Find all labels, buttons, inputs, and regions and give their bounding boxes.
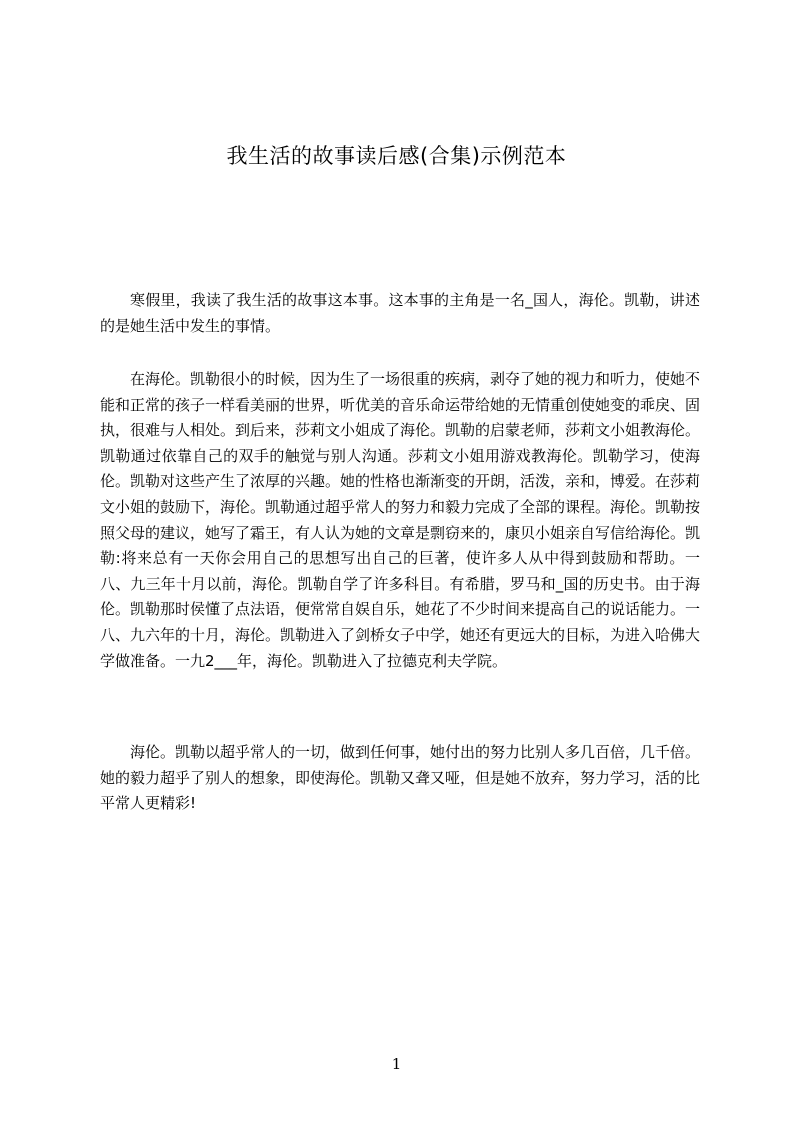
paragraph: 在海伦。凯勒很小的时候，因为生了一场很重的疾病，剥夺了她的视力和听力，使她不能和正常的孩子一样看美丽的世界，听优美的音乐命运带给她的无情重创使她变的乖戾、固执，很难与人相处。到后来，莎莉文小姐成了海伦。凯勒的启蒙老师，莎莉文小姐教海伦。凯勒通过依靠自己的双手的触觉与别人沟通。莎莉文小姐用游戏教海伦。凯勒学习，使海伦。凯勒对这些产生了浓厚的兴趣。她的性格也渐渐变的开朗，活泼，亲和，博爱。在莎莉文小姐的鼓励下，海伦。凯勒通过超乎常人的努力和毅力完成了全部的课程。海伦。凯勒按照父母的建议，她写了霜王，有人认为她的文章是剽窃来的，康贝小姐亲自写信给海伦。凯勒:将来总有一天你会用自己的思想写出自己的巨著，使许多人从中得到鼓励和帮助。一八、九三年十月以前，海伦。凯勒自学了许多科目。有希腊，罗马和_国的历史书。由于海伦。凯勒那时侯懂了点法语，便常常自娱自乐，她花了不少时间来提高自己的说话能力。一八、九六年的十月，海伦。凯勒进入了剑桥女子中学，她还有更远大的目标，为进入哈佛大学做准备。一九2___年，海伦。凯勒进入了拉德克利夫学院。 — [100, 370, 701, 670]
paragraph-block — [100, 367, 700, 674]
paragraph: 海伦。凯勒以超乎常人的一切，做到任何事，她付出的努力比别人多几百倍，几千倍。她的毅力超乎了别人的想象，即使海伦。凯勒又聋又哑，但是她不放弃，努力学习，活的比平常人更精彩! — [100, 743, 701, 813]
paragraph: 寒假里，我读了我生活的故事这本事。这本事的主角是一名_国人，海伦。凯勒，讲述的是她生活中发生的事情。 — [100, 291, 700, 335]
paragraph-block — [100, 288, 700, 339]
document-title: 我生活的故事读后感(合集)示例范本 — [226, 144, 567, 168]
page-number: 1 — [391, 1055, 402, 1073]
paragraph-block — [100, 740, 700, 817]
